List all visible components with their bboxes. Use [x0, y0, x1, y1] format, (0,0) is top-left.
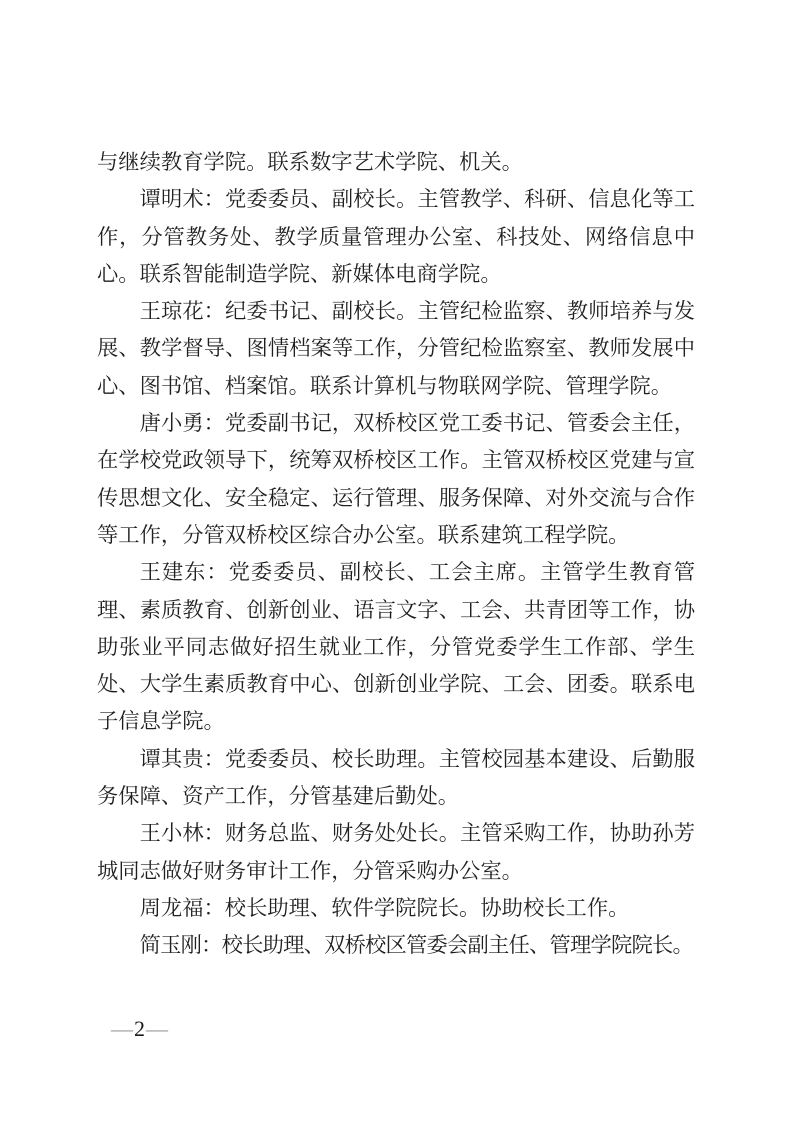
paragraph-wang-qionghua: 王琼花：纪委书记、副校长。主管纪检监察、教师培养与发展、教学督导、图情档案等工作，分管纪检监察室、教师发展中心、图书馆、档案馆。联系计算机与物联网学院、管理学院。	[97, 299, 695, 398]
document-body	[97, 144, 695, 965]
page-number: 2	[134, 1016, 145, 1041]
footer-dash-right: —	[146, 1016, 168, 1041]
paragraph-wang-xiaolin: 王小林：财务总监、财务处处长。主管采购工作，协助孙芳城同志做好财务审计工作，分管采购办公室。	[97, 821, 695, 883]
footer-dash-left: —	[111, 1016, 133, 1041]
paragraph-tang-xiaoyong: 唐小勇：党委副书记，双桥校区党工委书记、管委会主任，在学校党政领导下，统筹双桥校区工作。主管双桥校区党建与宣传思想文化、安全稳定、运行管理、服务保障、对外交流与合作等工作，分管双桥校区综合办公室。联系建筑工程学院。	[97, 411, 695, 547]
paragraph-continued-from-previous-page: 与继续教育学院。联系数字艺术学院、机关。	[97, 150, 523, 174]
paragraph-zhou-longfu: 周龙福：校长助理、软件学院院长。协助校长工作。	[139, 895, 630, 920]
paragraph-wang-jiandong: 王建东：党委委员、副校长、工会主席。主管学生教育管理、素质教育、创新创业、语言文字、工会、共青团等工作，协助张业平同志做好招生就业工作，分管党委学生工作部、学生处、大学生素质教育中心、创新创业学院、工会、团委。联系电子信息学院。	[97, 560, 695, 734]
paragraph-tan-qigui: 谭其贵：党委委员、校长助理。主管校园基本建设、后勤服务保障、资产工作，分管基建后勤处。	[97, 746, 695, 809]
paragraph-jian-yugang: 简玉刚：校长助理、双桥校区管委会副主任、管理学院院长。	[139, 933, 694, 958]
page-number-footer	[111, 1016, 168, 1042]
paragraph-tan-mingshu: 谭明术：党委委员、副校长。主管教学、科研、信息化等工作，分管教务处、教学质量管理办公室、科技处、网络信息中心。联系智能制造学院、新媒体电商学院。	[97, 187, 695, 286]
